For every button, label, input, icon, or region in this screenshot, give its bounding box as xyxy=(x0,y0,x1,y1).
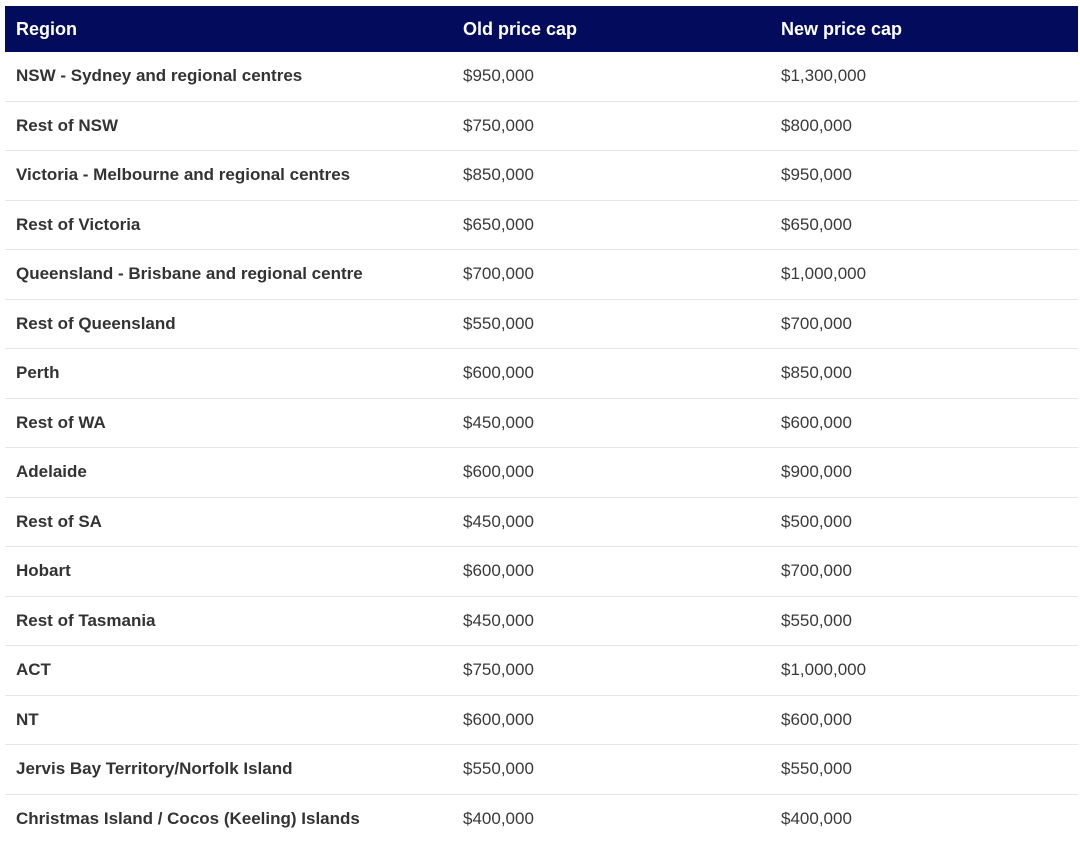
table-row xyxy=(5,547,1078,597)
new-price-cell: $700,000 xyxy=(770,547,1078,597)
new-price-cell: $1,300,000 xyxy=(770,52,1078,101)
table-row xyxy=(5,52,1078,101)
table-row xyxy=(5,200,1078,250)
table-row xyxy=(5,151,1078,201)
old-price-cell: $750,000 xyxy=(452,101,770,151)
region-cell: ACT xyxy=(5,646,452,696)
region-cell: NT xyxy=(5,695,452,745)
region-cell: Rest of Queensland xyxy=(5,299,452,349)
old-price-cell: $550,000 xyxy=(452,299,770,349)
old-price-cell: $450,000 xyxy=(452,497,770,547)
table-row xyxy=(5,398,1078,448)
price-cap-table-container xyxy=(5,6,1078,843)
old-price-cell: $600,000 xyxy=(452,349,770,399)
table-row xyxy=(5,745,1078,795)
table-header xyxy=(5,6,1078,52)
new-price-cell: $600,000 xyxy=(770,398,1078,448)
region-cell: Jervis Bay Territory/Norfolk Island xyxy=(5,745,452,795)
table-row xyxy=(5,299,1078,349)
header-old-price-cap: Old price cap xyxy=(463,18,578,39)
header-region: Region xyxy=(16,18,77,39)
table-row xyxy=(5,448,1078,498)
old-price-cell: $550,000 xyxy=(452,745,770,795)
region-cell: Rest of Tasmania xyxy=(5,596,452,646)
new-price-cell: $550,000 xyxy=(770,596,1078,646)
new-price-cell: $550,000 xyxy=(770,745,1078,795)
table-row xyxy=(5,695,1078,745)
table-row xyxy=(5,646,1078,696)
new-price-cell: $700,000 xyxy=(770,299,1078,349)
new-price-cell: $850,000 xyxy=(770,349,1078,399)
new-price-cell: $1,000,000 xyxy=(770,250,1078,300)
new-price-cell: $600,000 xyxy=(770,695,1078,745)
old-price-cell: $400,000 xyxy=(463,808,534,828)
old-price-cell: $650,000 xyxy=(452,200,770,250)
new-price-cell: $400,000 xyxy=(781,808,852,828)
region-cell: Queensland - Brisbane and regional centre xyxy=(5,250,452,300)
region-cell: Adelaide xyxy=(5,448,452,498)
new-price-cell: $650,000 xyxy=(770,200,1078,250)
old-price-cell: $700,000 xyxy=(452,250,770,300)
new-price-cell: $900,000 xyxy=(770,448,1078,498)
old-price-cell: $600,000 xyxy=(452,448,770,498)
old-price-cell: $450,000 xyxy=(452,398,770,448)
region-cell: Rest of Victoria xyxy=(5,200,452,250)
table-row xyxy=(5,596,1078,646)
region-cell: Rest of WA xyxy=(5,398,452,448)
old-price-cell: $450,000 xyxy=(452,596,770,646)
new-price-cell: $950,000 xyxy=(770,151,1078,201)
region-cell: Rest of NSW xyxy=(5,101,452,151)
table-row xyxy=(5,497,1078,547)
old-price-cell: $600,000 xyxy=(452,547,770,597)
region-cell: Victoria - Melbourne and regional centres xyxy=(5,151,452,201)
table-row xyxy=(5,101,1078,151)
table-row xyxy=(5,794,1078,843)
region-cell: NSW - Sydney and regional centres xyxy=(5,52,452,101)
price-cap-table xyxy=(5,6,1078,843)
old-price-cell: $750,000 xyxy=(452,646,770,696)
region-cell: Rest of SA xyxy=(5,497,452,547)
region-cell: Christmas Island / Cocos (Keeling) Islands xyxy=(16,808,360,828)
new-price-cell: $800,000 xyxy=(770,101,1078,151)
old-price-cell: $600,000 xyxy=(452,695,770,745)
table-body xyxy=(5,52,1078,843)
old-price-cell: $950,000 xyxy=(452,52,770,101)
region-cell: Perth xyxy=(5,349,452,399)
table-row xyxy=(5,349,1078,399)
header-new-price-cap: New price cap xyxy=(781,18,903,39)
table-row xyxy=(5,250,1078,300)
region-cell: Hobart xyxy=(5,547,452,597)
table-header-row xyxy=(5,6,1078,52)
old-price-cell: $850,000 xyxy=(452,151,770,201)
new-price-cell: $1,000,000 xyxy=(770,646,1078,696)
new-price-cell: $500,000 xyxy=(770,497,1078,547)
